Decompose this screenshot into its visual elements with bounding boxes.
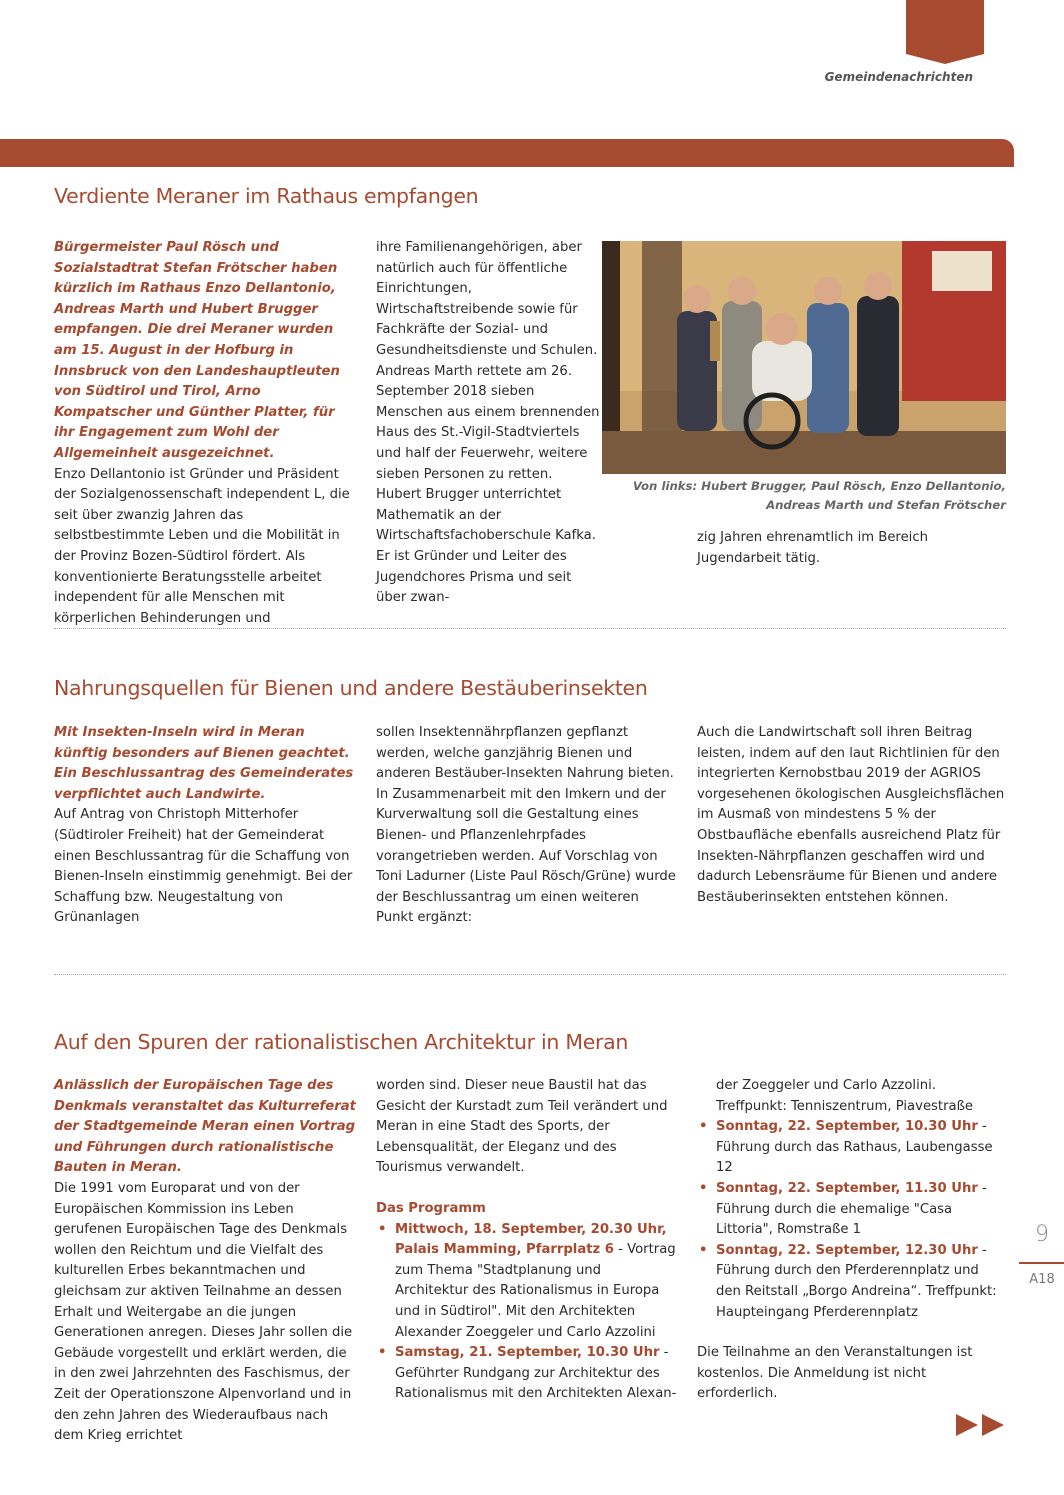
article-body: Auch die Landwirtschaft soll ihren Beitrag leisten, indem auf den laut Richtlinien für den integrierten Kernobstbau 2019 der AGRIOS vorgesehenen ökologischen Ausgleichsflächen im Ausmaß von mindestens 5 % der Obstbaufläche ebenfalls ausreichend Platz für Insekten-Nährpflanzen geschaffen wird und dadurch Lebensräume für Bienen und andere Bestäuberinsekten entstehen können. [697, 725, 1005, 905]
section-label: Gemeindenachrichten [824, 70, 973, 84]
article-body: zig Jahren ehrenamtlich im Bereich Jugendarbeit tätig. [697, 530, 928, 566]
section-divider [54, 628, 1006, 629]
program-item [697, 1241, 999, 1323]
program-date: Sonntag, 22. September, 12.30 Uhr [716, 1242, 978, 1258]
article-title: Auf den Spuren der rationalistischen Architektur in Meran [54, 1030, 629, 1054]
group-photo [602, 241, 1006, 474]
article-2-column-2 [376, 723, 678, 929]
header-bar [0, 139, 1014, 167]
program-text: - Führung durch das Rathaus, Laubengasse 12 [716, 1119, 993, 1176]
article-verdiente-meraner [54, 184, 1006, 208]
article-body: sollen Insektennährpflanzen gepflanzt werden, welche ganzjährig Bienen und anderen Bestäuber-Insekten Nahrung bieten. In Zusammenarbeit mit den Imkern und der Kurverwaltung soll die Gestaltung eines Bienen- und Pflanzenlehrpfades vorangetrieben werden. Auf Vorschlag von Toni Ladurner (Liste Paul Rösch/Grüne) wurde der Beschlussantrag um einen weiteren Punkt ergänzt: [376, 725, 676, 926]
program-date: Mittwoch, 18. September, 20.30 Uhr, Palais Mamming, Pfarrplatz 6 [395, 1221, 667, 1258]
article-3-column-1 [54, 1076, 356, 1447]
photo-caption: Von links: Hubert Brugger, Paul Rösch, Enzo Dellantonio, Andreas Marth und Stefan Frötscher [632, 479, 1006, 512]
program-text: - Vortrag zum Thema "Stadtplanung und Architektur des Rationalismus in Europa und in Südtirol". Mit den Architekten Alexander Zoeggeler und Carlo Azzolini [395, 1242, 676, 1340]
program-item [697, 1117, 999, 1179]
article-architektur [54, 1030, 1006, 1054]
article-body: Die 1991 vom Europarat und von der Europäischen Kommission ins Leben gerufenen Europäischen Tage des Denkmals wollen den Reichtum und die Vielfalt des kulturellen Erbes bekanntmachen und gleichsam zur aktiven Teilnahme an dessen Erhalt und Weitergabe an die jungen Generationen anregen. Dieses Jahr sollen die Gebäude vorgestellt und erklärt werden, die in den zwei Jahrzehnten des Faschismus, der Zeit der Operationszone Alpenvorland und in den zehn Jahren des Wiederaufbaus nach dem Krieg errichtet [54, 1180, 353, 1444]
page-number: 9 [1035, 1222, 1049, 1247]
program-list [697, 1117, 999, 1323]
program-date: Sonntag, 22. September, 11.30 Uhr [716, 1180, 978, 1196]
program-continuation: der Zoeggeler und Carlo Azzolini. Treffpunkt: Tenniszentrum, Piavestraße [716, 1078, 974, 1114]
article-title: Verdiente Meraner im Rathaus empfangen [54, 184, 479, 208]
program-item [376, 1220, 678, 1344]
article-3-column-2 [376, 1076, 678, 1405]
program-text: - Führung durch den Pferderennplatz und den Reitstall „Borgo Andreina“. Treffpunkt: Haupteingang Pferderennplatz [716, 1242, 997, 1320]
article-title: Nahrungsquellen für Bienen und andere Bestäuberinsekten [54, 676, 648, 700]
article-body: Auf Antrag von Christoph Mitterhofer (Südtiroler Freiheit) hat der Gemeinderat einen Beschlussantrag für die Schaffung von Bienen-Inseln einstimmig genehmigt. Bei der Schaffung bzw. Neugestaltung von Grünanlagen [54, 807, 353, 926]
article-lead: Bürgermeister Paul Rösch und Sozialstadtrat Stefan Frötscher haben kürzlich im Rathaus Enzo Dellantonio, Andreas Marth und Hubert Brugger empfangen. Die drei Meraner wurden am 15. August in der Hofburg in Innsbruck von den Landeshauptleuten von Südtirol und Tirol, Arno Kompatscher und Günther Platter, für ihr Engagement zum Wohl der Allgemeinheit ausgezeichnet. [54, 240, 340, 461]
program-text: - Geführter Rundgang zur Architektur des Rationalismus mit den Architekten Alexan- [395, 1345, 677, 1402]
closing-note: Die Teilnahme an den Veranstaltungen ist kostenlos. Die Anmeldung ist nicht erforderlich. [697, 1345, 973, 1402]
program-item [376, 1343, 678, 1405]
page-code: A18 [1029, 1272, 1055, 1287]
article-body: worden sind. Dieser neue Baustil hat das Gesicht der Kurstadt zum Teil verändert und Meran in eine Stadt des Sports, der Lebensqualität, der Eleganz und des Tourismus verwandelt. [376, 1078, 668, 1176]
article-1-column-1 [54, 238, 356, 629]
article-body: Hubert Brugger unterrichtet Mathematik an der Wirtschaftsfachoberschule Kafka. Er ist Gründer und Leiter des Jugendchores Prisma und seit über zwan- [376, 487, 596, 606]
article-2-column-3 [697, 723, 1007, 908]
program-date: Samstag, 21. September, 10.30 Uhr [395, 1345, 660, 1361]
article-1-column-3 [697, 528, 999, 569]
program-text: - Führung durch die ehemalige "Casa Littoria", Romstraße 1 [716, 1180, 987, 1238]
article-1-column-2 [376, 238, 602, 609]
program-heading: Das Programm [376, 1200, 486, 1216]
program-list [376, 1220, 678, 1405]
article-bienen [54, 676, 1006, 700]
article-2-column-1 [54, 723, 356, 929]
header-tab-decoration [906, 0, 984, 64]
article-body: Enzo Dellantonio ist Gründer und Präsident der Sozialgenossenschaft independent L, die seit über zwanzig Jahren das selbstbestimmte Leben und die Mobilität in der Provinz Bozen-Südtirol fördert. Als konventionierte Beratungsstelle arbeitet independent für alle Menschen mit körperlichen Behinderungen und [54, 466, 350, 626]
section-divider [54, 974, 1006, 975]
program-item [697, 1179, 999, 1241]
program-date: Sonntag, 22. September, 10.30 Uhr [716, 1119, 978, 1135]
double-arrow-right-icon[interactable] [956, 1412, 1006, 1438]
article-body: ihre Familienangehörigen, aber natürlich auch für öffentliche Einrichtungen, Wirtschaftstreibende sowie für Fachkräfte der Sozial- und Gesundheitsdienste und Schulen. [376, 240, 598, 358]
article-body: Andreas Marth rettete am 26. September 2018 sieben Menschen aus einem brennenden Haus des St.-Vigil-Stadtviertels und half der Feuerwehr, weitere sieben Personen zu retten. [376, 363, 600, 482]
article-3-column-3 [697, 1076, 999, 1405]
article-lead: Anlässlich der Europäischen Tage des Denkmals veranstaltet das Kulturreferat der Stadtgemeinde Meran einen Vortrag und Führungen durch rationalistische Bauten in Meran. [54, 1078, 356, 1176]
article-lead: Mit Insekten-Inseln wird in Meran künftig besonders auf Bienen geachtet. Ein Beschlussantrag des Gemeinderates verpflichtet auch Landwirte. [54, 725, 354, 802]
page-number-rule [1019, 1262, 1064, 1264]
